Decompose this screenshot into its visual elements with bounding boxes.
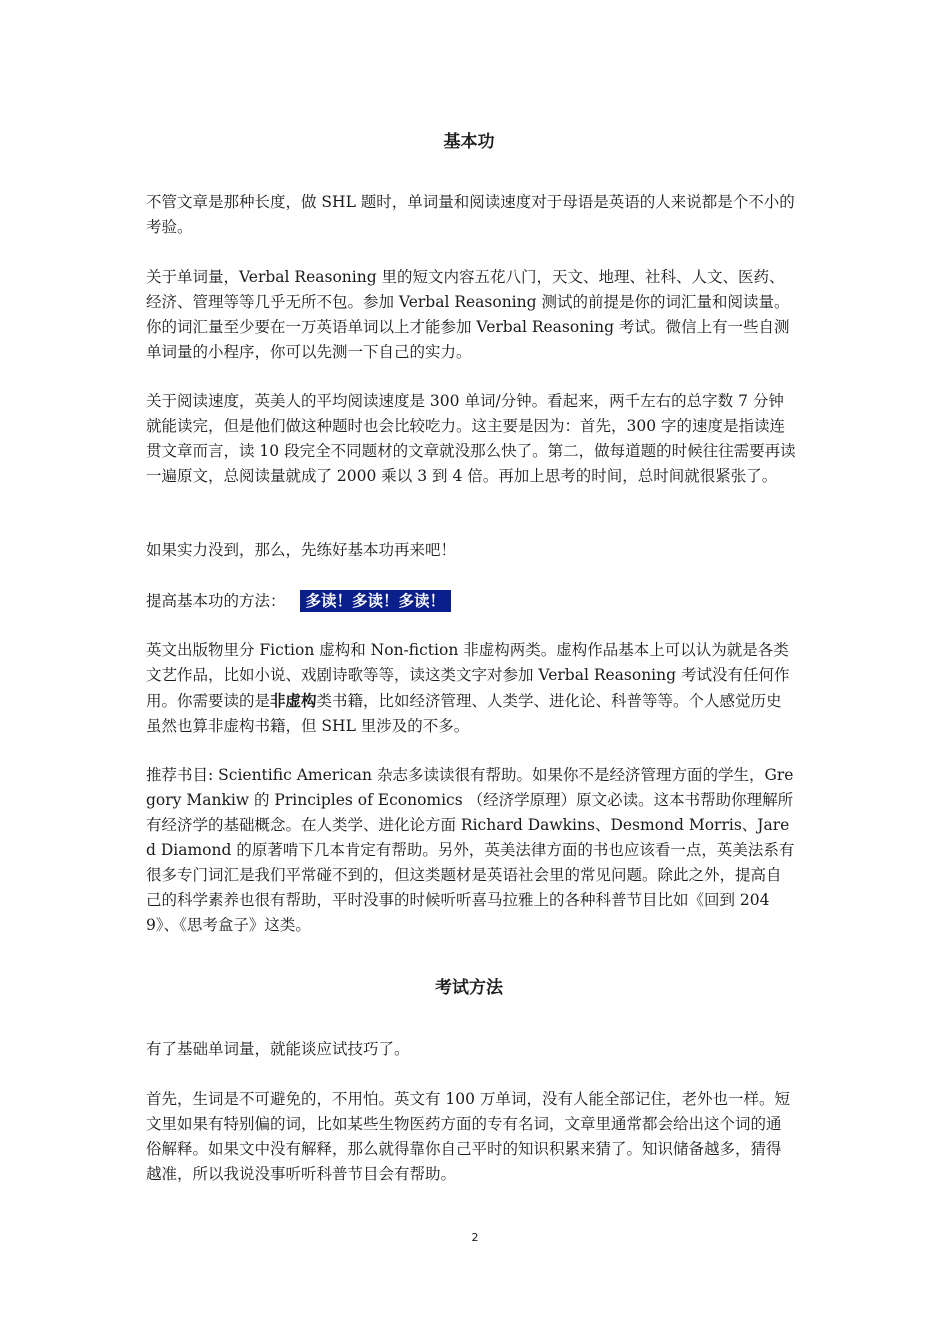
page-number: 2 (471, 1231, 479, 1244)
fiction-text-before: 英文出版物里分 Fiction 虚构和 Non-fiction 非虚构两类。虚构作品基本上可以认为就是各类文艺作品，比如小说、戏剧诗歌等等，读这类文字对参加 Verbal Reasoning 考试没有任何作用。你需要读的是 (146, 641, 790, 710)
nonfiction-emphasis: 非虚构 (270, 691, 317, 710)
section-title-basics: 基本功 (443, 132, 495, 152)
paragraph-method (146, 589, 796, 614)
paragraph-recommended-books: 推荐书目: Scientific American 杂志多读读很有帮助。如果你不是经济管理方面的学生，Gregory Mankiw 的 Principles of Economics （经济学原理）原文必读。这本书帮助你理解所有经济学的基础概念。在人类学、进化论方面 Richard Dawkins、Desmond Morris、Jared Diamond 的原著啃下几本肯定有帮助。另外，英美法律方面的书也应该看一点，英美法系有很多专门词汇是我们平常碰不到的，但这类题材是英语社会里的常见问题。除此之外，提高自己的科学素养也很有帮助，平时没事的时候听听喜马拉雅上的各种科普节目比如《回到 2049》、《思考盒子》这类。 (146, 766, 795, 934)
paragraph-unknown-words: 首先，生词是不可避免的，不用怕。英文有 100 万单词，没有人能全部记住，老外也一样。短文里如果有特别偏的词，比如某些生物医药方面的专有名词，文章里通常都会给出这个词的通俗解释。如果文中没有解释，那么就得靠你自己平时的知识积累来猜了。知识储备越多，猜得越准，所以我说没事听听科普节目会有帮助。 (146, 1090, 790, 1183)
paragraph-reading-speed: 关于阅读速度，英美人的平均阅读速度是 300 单词/分钟。看起来，两千左右的总字数 7 分钟就能读完，但是他们做这种题时也会比较吃力。这主要是因为：首先，300 字的速度是指读连贯文章而言，读 10 段完全不同题材的文章就没那么快了。第二，做每道题的时候往往需要再读一遍原文，总阅读量就成了 2000 乘以 3 到 4 倍。再加上思考的时间，总时间就很紧张了。 (146, 392, 796, 485)
section-title-exam-method: 考试方法 (435, 978, 503, 998)
paragraph-practice-first: 如果实力没到，那么，先练好基本功再来吧！ (146, 541, 457, 559)
paragraph-fiction-nonfiction (146, 638, 796, 739)
method-label: 提高基本功的方法： (146, 592, 286, 610)
fiction-text-after: 类书籍，比如经济管理、人类学、进化论、科普等等。个人感觉历史虽然也算非虚构书籍，但 SHL 里涉及的不多。 (146, 692, 782, 735)
paragraph-exam-skills: 有了基础单词量，就能谈应试技巧了。 (146, 1040, 410, 1058)
paragraph-intro: 不管文章是那种长度，做 SHL 题时，单词量和阅读速度对于母语是英语的人来说都是个不小的考验。 (146, 193, 795, 236)
paragraph-vocabulary: 关于单词量，Verbal Reasoning 里的短文内容五花八门，天文、地理、社科、人文、医药、经济、管理等等几乎无所不包。参加 Verbal Reasoning 测试的前提是你的词汇量和阅读量。你的词汇量至少要在一万英语单词以上才能参加 Verbal Reasoning 考试。微信上有一些自测单词量的小程序，你可以先测一下自己的实力。 (146, 268, 790, 361)
highlight-read-more: 多读！多读！多读！ (300, 590, 452, 612)
